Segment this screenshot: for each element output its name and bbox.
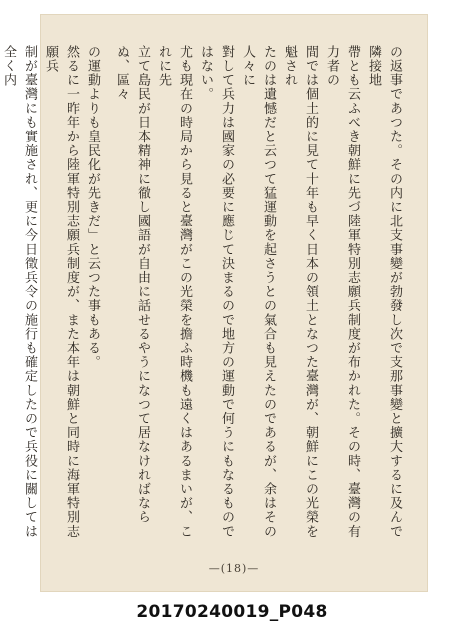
document-page: [1, 14, 428, 592]
text-line: 尤も現在の時局から見ると臺灣がこの光榮を擔ふ時機も遠くはあるまいが、これに先: [156, 45, 192, 539]
text-line: の運動よりも皇民化が先きだ」と云つた事もある。: [85, 45, 100, 370]
text-line: 然るに一昨年から陸軍特別志願兵制度が、また本年は朝鮮と同時に海軍特別志願兵: [43, 45, 79, 539]
text-line: 對して兵力は國家の必要に應じて決まるので地方の運動で何うにもなるものではない。: [198, 45, 234, 539]
text-line: 間では個土的に見て十年も早く日本の領土となつた臺灣が、朝鮮にこの光榮を魁され: [282, 45, 318, 539]
vertical-text-block: [1, 45, 405, 545]
page-number: —(18)—: [208, 562, 260, 575]
text-line: たのは遺憾だと云つて猛運動を起さうとの氣合も見えたのであるが、余はその人々に: [240, 45, 276, 539]
text-line: 制が臺灣にも實施され、更に今日徵兵令の施行も確定したので兵役に關しては全く内: [1, 45, 37, 539]
text-line: 帶とも云ふべき朝鮮に先づ陸軍特別志願兵制度が布かれた。その時、臺灣の有力者の: [324, 45, 360, 539]
text-line: の返事であつた。その内に北支事變が勃發し次で支那事變と擴大するに及んで隣接地: [366, 45, 402, 539]
archive-caption: 20170240019_P048: [136, 602, 328, 622]
text-line: 立て島民が日本精神に徹し國語が自由に話せるやうになつて居なければならぬ、區々: [114, 45, 150, 525]
